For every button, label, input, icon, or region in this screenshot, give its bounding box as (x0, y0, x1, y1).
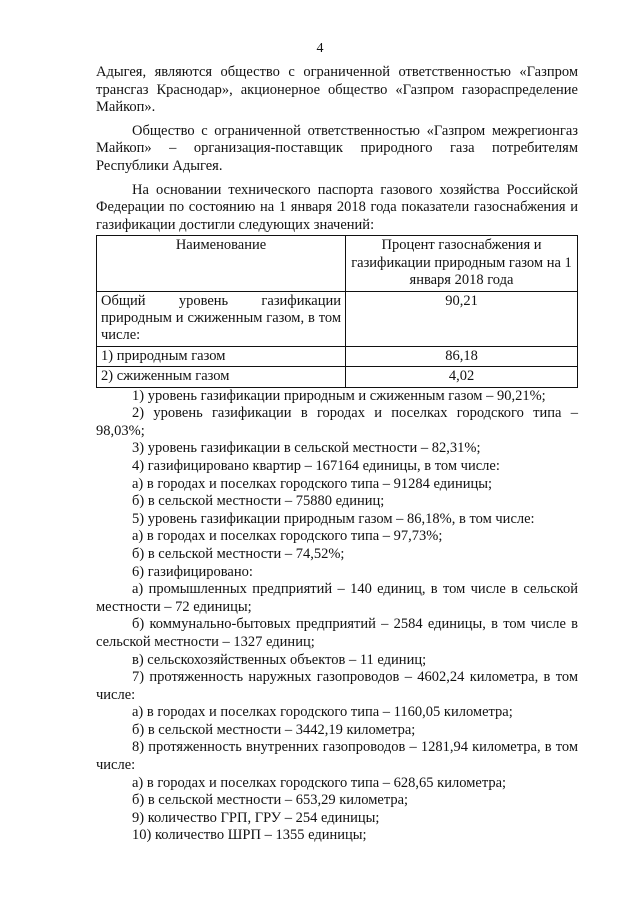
table-header-name: Наименование (97, 236, 346, 291)
paragraph-passport: На основании технического паспорта газового хозяйства Российской Федерации по состоянию на 1 января 2018 года показатели газоснабжения и газификации достигли следующих значений: (96, 181, 578, 233)
list-item: 2) уровень газификации в городах и поселках городского типа – 98,03%; (96, 405, 578, 439)
list-item: б) коммунально-бытовых предприятий – 2584 единицы, в том числе в сельской местности – 1327 единиц; (96, 616, 578, 650)
list-item: 1) уровень газификации природным и сжиженным газом – 90,21%; (132, 387, 546, 404)
paragraph-operators: Адыгея, являются общество с ограниченной ответственностью «Газпром трансгаз Краснодар», акционерное общество «Газпром газораспределение Майкоп». (96, 64, 578, 116)
table-cell-name: 1) природным газом (97, 346, 346, 366)
list-item: 10) количество ШРП – 1355 единицы; (132, 827, 367, 844)
document-body (96, 64, 578, 845)
list-item: а) в городах и поселках городского типа – 91284 единицы; (132, 475, 492, 492)
list-item: 7) протяженность наружных газопроводов – 4602,24 километра, в том числе: (96, 669, 578, 703)
list-item: 8) протяженность внутренних газопроводов – 1281,94 километра, в том числе: (96, 739, 578, 774)
list-item: а) промышленных предприятий – 140 единиц, в том числе в сельской местности – 72 единицы; (96, 581, 578, 615)
list-item: б) в сельской местности – 653,29 километра; (132, 792, 409, 809)
table-row (97, 367, 578, 387)
list-item: б) в сельской местности – 74,52%; (132, 545, 345, 562)
list-item: 6) газифицировано: (132, 563, 253, 580)
list-item: а) в городах и поселках городского типа – 628,65 километра; (132, 774, 507, 791)
list-item: 4) газифицировано квартир – 167164 единицы, в том числе: (132, 457, 500, 474)
list-item: в) сельскохозяйственных объектов – 11 единиц; (132, 651, 427, 668)
list-item: 3) уровень газификации в сельской местности – 82,31%; (132, 440, 481, 457)
table-cell-value: 90,21 (346, 291, 578, 346)
list-item: а) в городах и поселках городского типа – 97,73%; (132, 528, 443, 545)
table-header-row (97, 236, 578, 291)
table-row (97, 346, 578, 366)
table-cell-name: 2) сжиженным газом (97, 367, 346, 387)
indicator-list (96, 388, 578, 845)
list-item: 9) количество ГРП, ГРУ – 254 единицы; (132, 809, 380, 826)
table-cell-value: 4,02 (346, 367, 578, 387)
list-item: а) в городах и поселках городского типа – 1160,05 километра; (132, 704, 513, 721)
table-cell-name: Общий уровень газификации природным и сжиженным газом, в том числе: (97, 291, 346, 346)
list-item: б) в сельской местности – 3442,19 километра; (132, 721, 416, 738)
gasification-table (96, 235, 578, 387)
paragraph-supplier: Общество с ограниченной ответственностью «Газпром межрегионгаз Майкоп» – организация-поставщик природного газа потребителям Республики Адыгея. (96, 122, 578, 174)
list-item: 5) уровень газификации природным газом – 86,18%, в том числе: (132, 510, 535, 527)
table-header-percent: Процент газоснабжения и газификации природным газом на 1 января 2018 года (346, 236, 578, 291)
list-item: б) в сельской местности – 75880 единиц; (132, 493, 385, 510)
table-cell-value: 86,18 (346, 346, 578, 366)
table-row (97, 291, 578, 346)
page-number: 4 (316, 41, 324, 56)
